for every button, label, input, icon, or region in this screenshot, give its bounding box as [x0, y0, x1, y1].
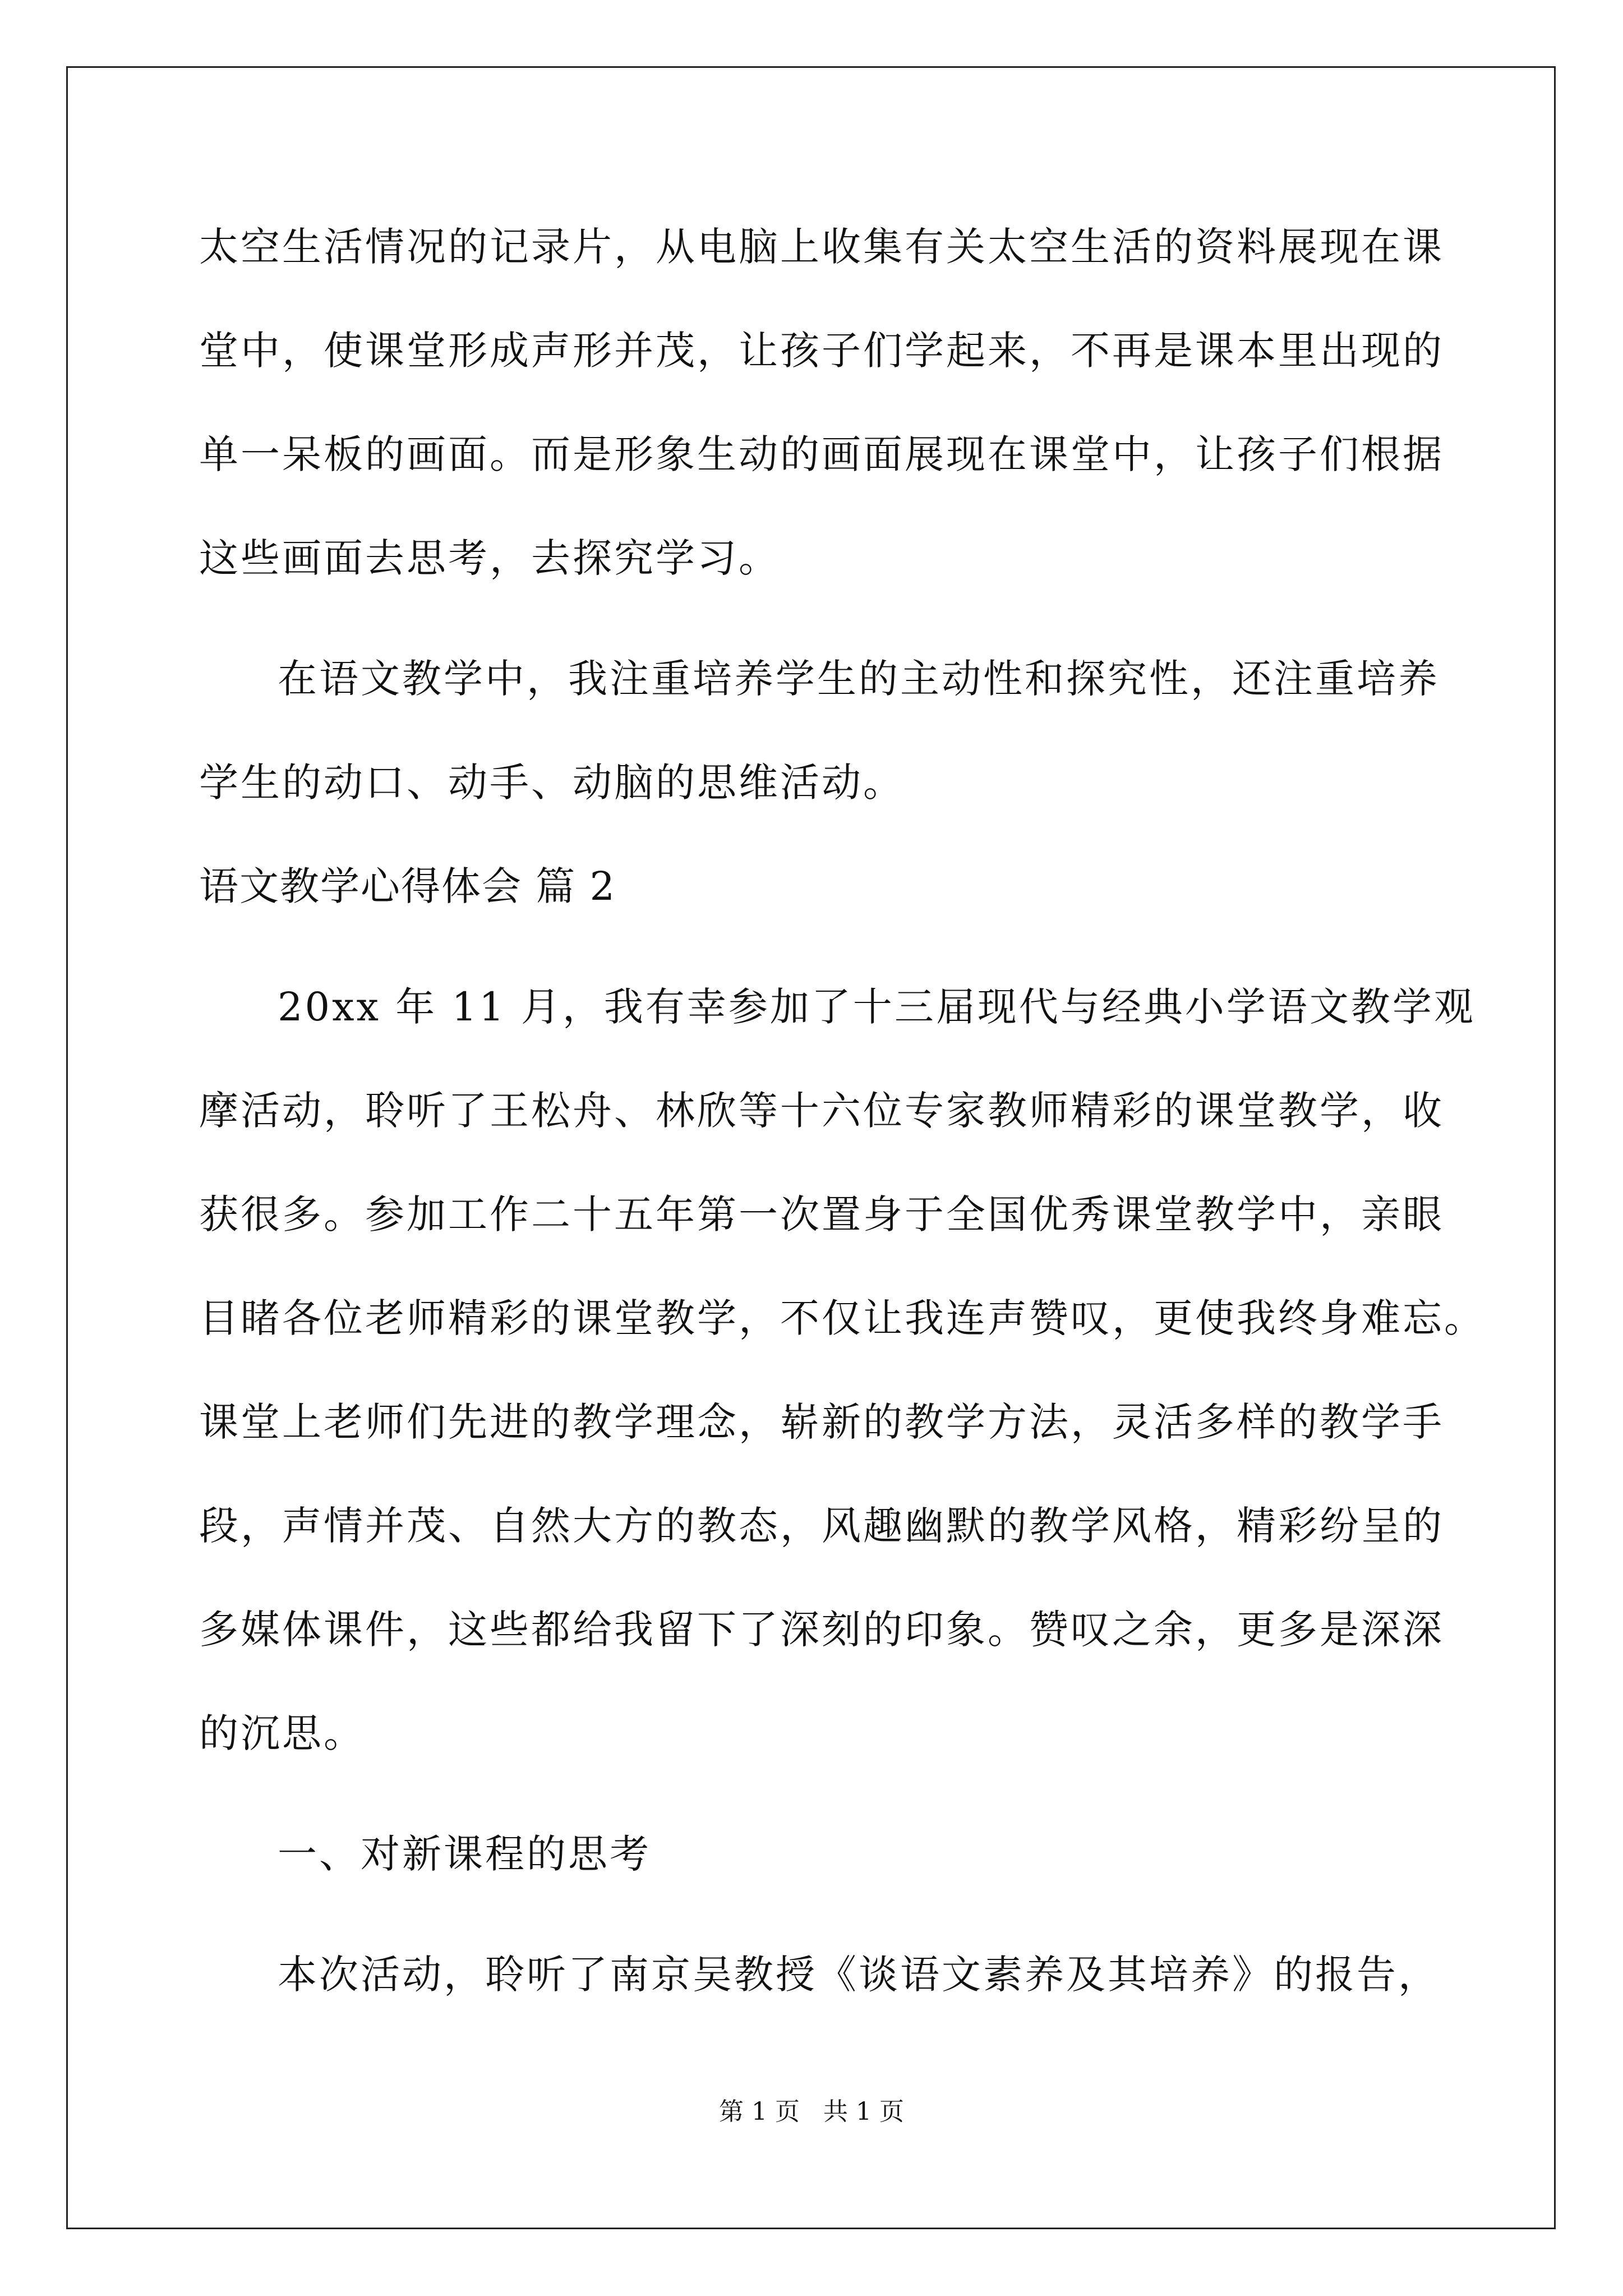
- text-line: 课堂上老师们先进的教学理念，崭新的教学方法，灵活多样的教学手: [199, 1399, 1444, 1445]
- text-line: 的沉思。: [199, 1710, 365, 1756]
- text-line: 单一呆板的画面。而是形象生动的画面展现在课堂中，让孩子们根据: [199, 431, 1444, 477]
- text-line: 段，声情并茂、自然大方的教态，风趣幽默的教学风格，精彩纷呈的: [199, 1503, 1444, 1549]
- text-line: 学生的动口、动手、动脑的思维活动。: [199, 760, 905, 806]
- section-heading: 语文教学心得体会 篇 2: [199, 863, 616, 909]
- text-line: 摩活动，聆听了王松舟、林欣等十六位专家教师精彩的课堂教学，收: [199, 1088, 1444, 1134]
- text-line: 获很多。参加工作二十五年第一次置身于全国优秀课堂教学中，亲眼: [199, 1191, 1444, 1237]
- page-footer: 第 1 页 共 1 页: [719, 2097, 904, 2126]
- text-line: 在语文教学中，我注重培养学生的主动性和探究性，还注重培养: [278, 656, 1440, 702]
- text-line: 20xx 年 11 月，我有幸参加了十三届现代与经典小学语文教学观: [278, 984, 1476, 1030]
- page-border: [66, 66, 1556, 2229]
- text-line: 这些画面去思考，去探究学习。: [199, 535, 780, 581]
- text-line: 太空生活情况的记录片，从电脑上收集有关太空生活的资料展现在课: [199, 224, 1444, 270]
- text-line: 目睹各位老师精彩的课堂教学，不仅让我连声赞叹，更使我终身难忘。: [199, 1295, 1486, 1341]
- subsection-heading: 一、对新课程的思考: [278, 1831, 651, 1877]
- text-line: 本次活动，聆听了南京吴教授《谈语文素养及其培养》的报告，: [278, 1952, 1440, 1998]
- text-line: 多媒体课件，这些都给我留下了深刻的印象。赞叹之余，更多是深深: [199, 1607, 1444, 1653]
- text-line: 堂中，使课堂形成声形并茂，让孩子们学起来，不再是课本里出现的: [199, 328, 1444, 374]
